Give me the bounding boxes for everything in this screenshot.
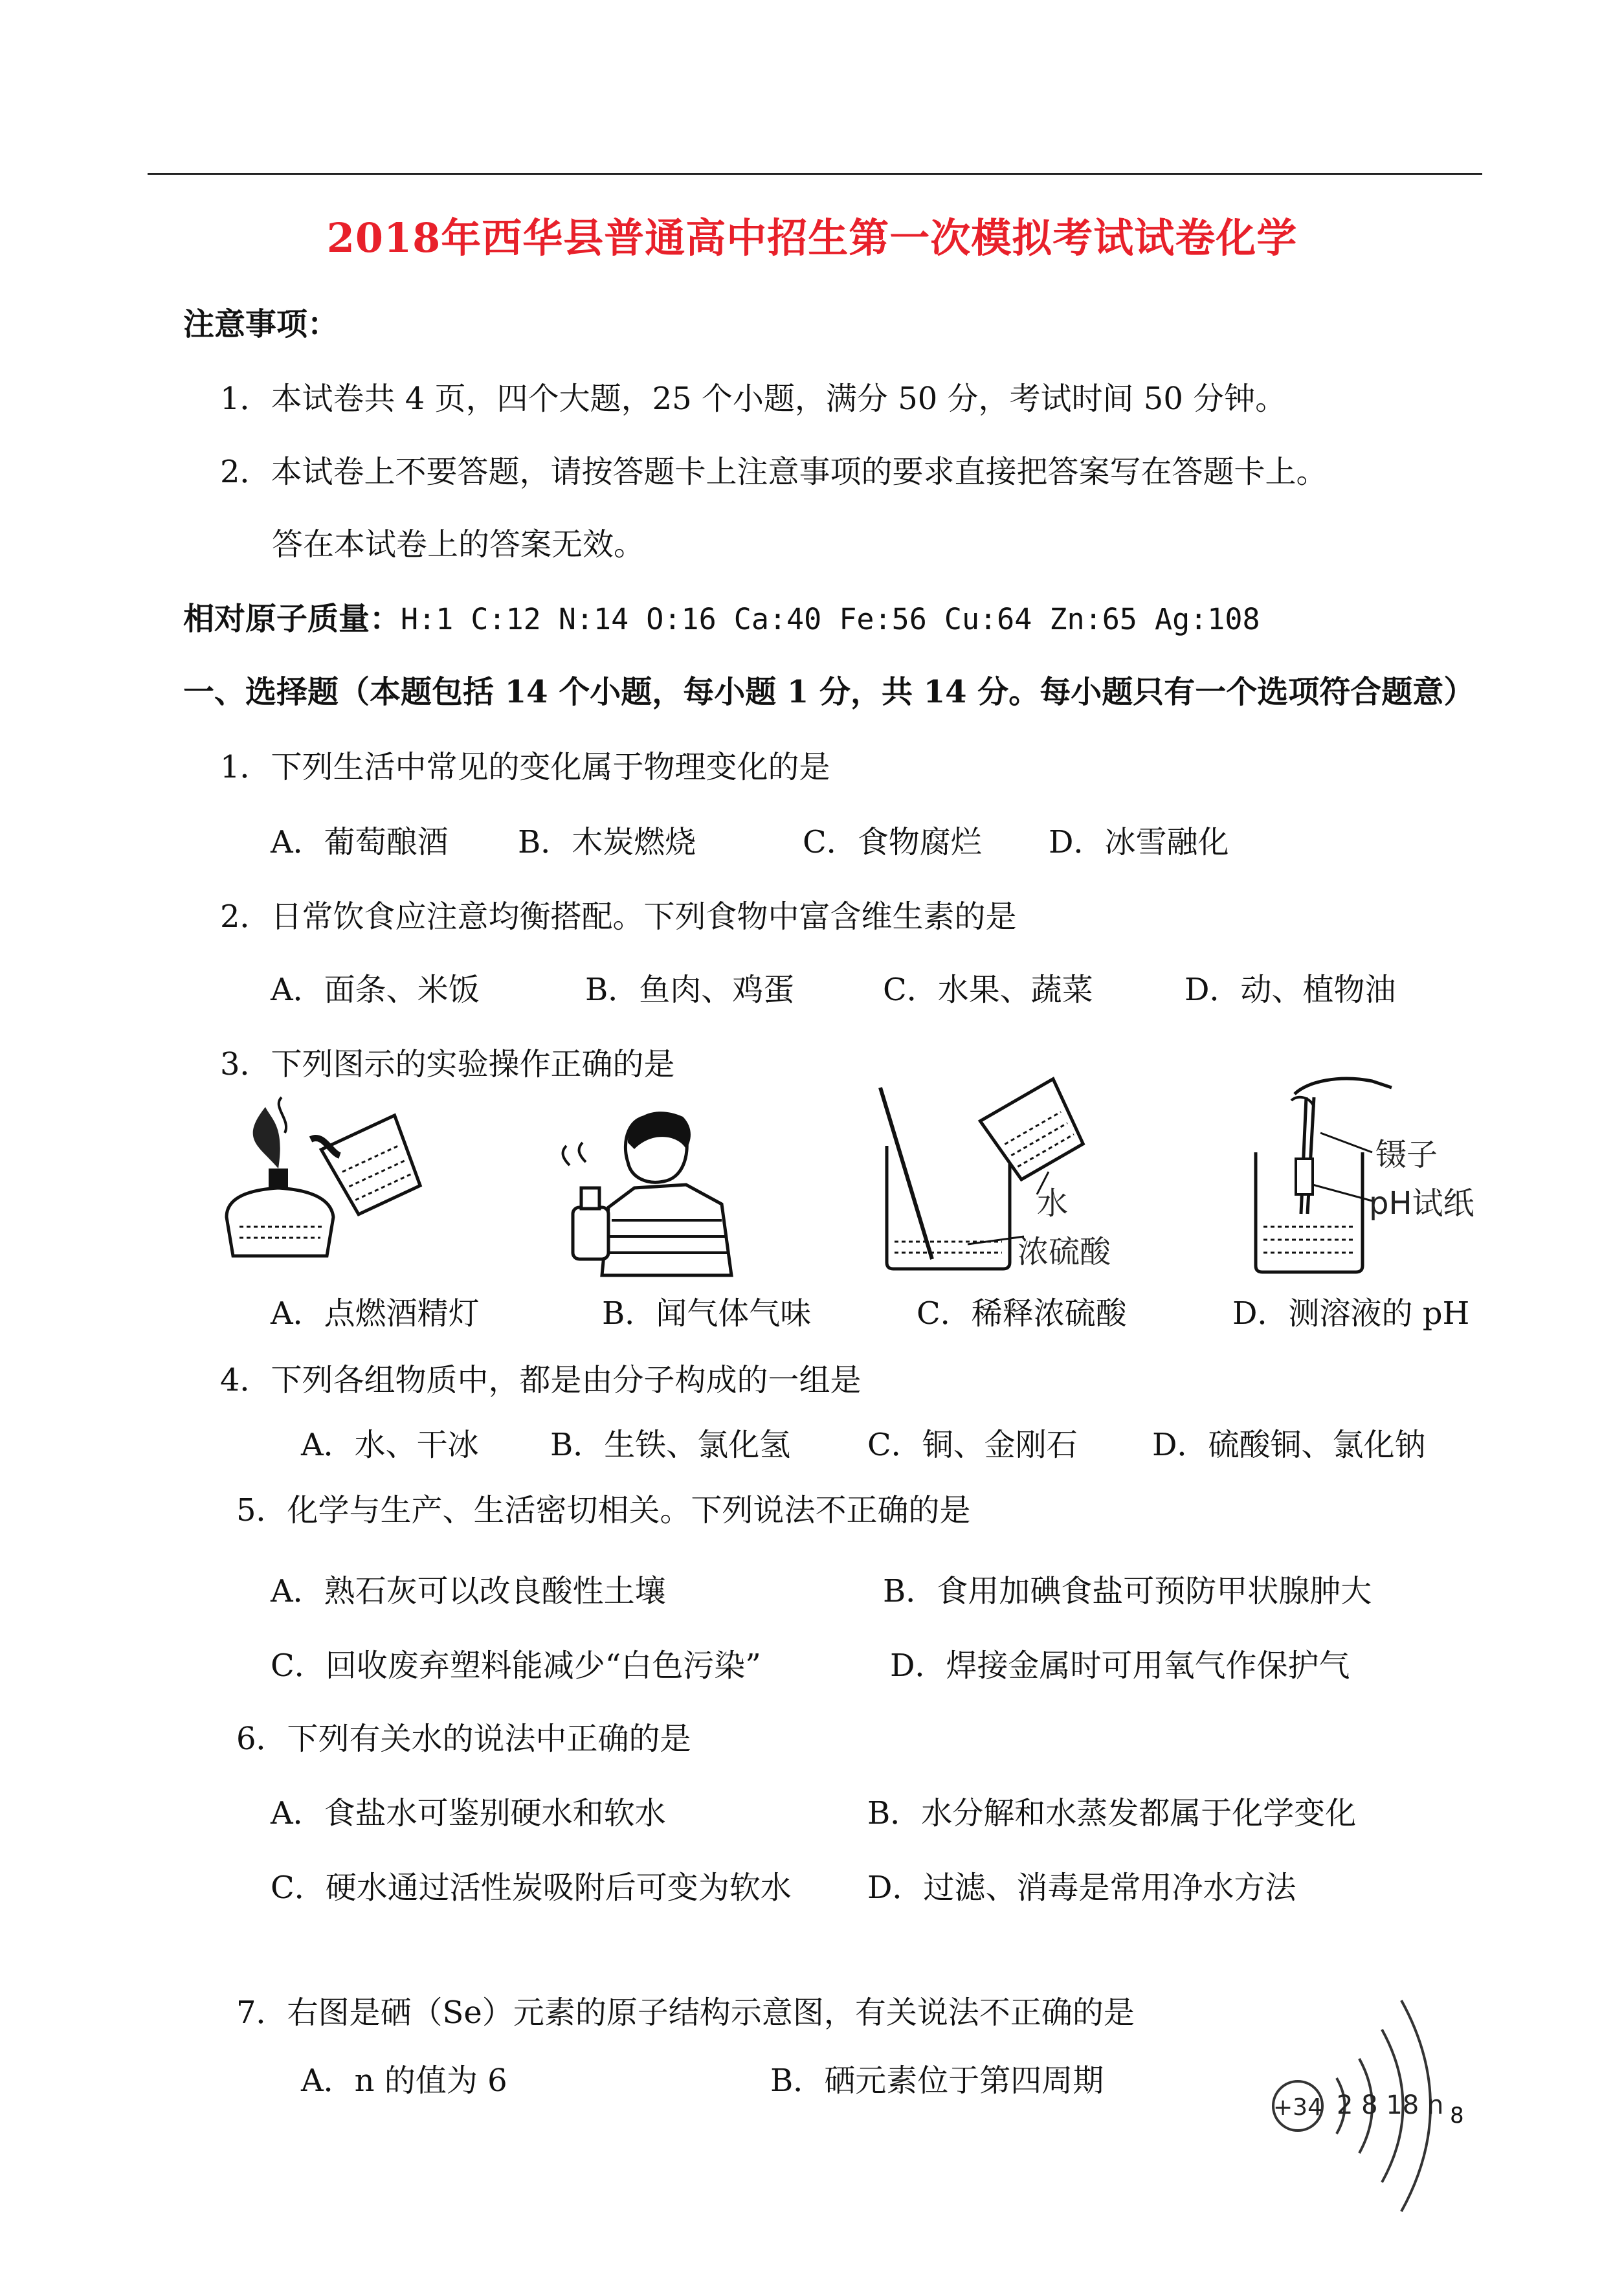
q5-stem: 5．化学与生产、生活密切相关。下列说法不正确的是 [236, 1492, 971, 1528]
q2-option-c: C．水果、蔬菜 [883, 972, 1093, 1008]
q3-option-b: B．闻气体气味 [602, 1295, 812, 1332]
atomic-mass-values: H:1 C:12 N:14 O:16 Ca:40 Fe:56 Cu:64 Zn:65 Ag:108 [401, 602, 1260, 636]
q1-stem: 1．下列生活中常见的变化属于物理变化的是 [220, 749, 830, 785]
q3-figure-c-dilute-acid [854, 1075, 1152, 1282]
q3-figure-a-alcohol-lamp [214, 1094, 421, 1275]
q1-option-a: A．葡萄酿酒 [271, 824, 449, 860]
q4-stem: 4．下列各组物质中，都是由分子构成的一组是 [220, 1362, 862, 1398]
q1-option-c: C．食物腐烂 [803, 824, 982, 860]
page-title: 2018年西华县普通高中招生第一次模拟考试试卷化学 [326, 214, 1298, 262]
q3-stem: 3．下列图示的实验操作正确的是 [220, 1046, 675, 1082]
q4-option-c: C．铜、金刚石 [867, 1427, 1078, 1463]
selenium-atom-structure-diagram [1262, 1991, 1469, 2250]
q3-option-d: D．测溶液的 pH [1232, 1295, 1470, 1332]
q5-option-d: D．焊接金属时可用氧气作保护气 [890, 1648, 1350, 1684]
q3-option-c: C．稀释浓硫酸 [917, 1295, 1127, 1332]
q3-figure-c-acid-label: 浓硫酸 [1018, 1234, 1111, 1270]
q2-option-a: A．面条、米饭 [271, 972, 480, 1008]
notes-item-2: 2．本试卷上不要答题，请按答题卡上注意事项的要求直接把答案写在答题卡上。 [220, 454, 1328, 490]
q7-stem: 7．右图是硒（Se）元素的原子结构示意图，有关说法不正确的是 [236, 1995, 1135, 2031]
q7-option-b: B．硒元素位于第四周期 [770, 2063, 1104, 2099]
q5-option-a: A．熟石灰可以改良酸性土壤 [271, 1573, 666, 1609]
page-number: 8 [1450, 2103, 1464, 2129]
q7-option-a: A．n 的值为 6 [301, 2063, 507, 2099]
q1-option-b: B．木炭燃烧 [518, 824, 696, 860]
q3-figure-c-water-label: 水 [1037, 1185, 1069, 1222]
q6-option-a: A．食盐水可鉴别硬水和软水 [271, 1795, 666, 1831]
q5-option-c: C．回收废弃塑料能减少“白色污染” [271, 1648, 761, 1684]
atom-nucleus-charge: +34 [1273, 2094, 1322, 2121]
electron-shell-counts: 2 8 18 n [1337, 2090, 1444, 2120]
q3-figure-d-ph-paper-label: pH试纸 [1369, 1185, 1474, 1222]
atomic-mass-line [183, 594, 1260, 638]
q2-option-d: D．动、植物油 [1185, 972, 1396, 1008]
q3-option-a: A．点燃酒精灯 [271, 1295, 480, 1332]
q6-option-b: B．水分解和水蒸发都属于化学变化 [867, 1795, 1357, 1831]
q2-option-b: B．鱼肉、鸡蛋 [585, 972, 795, 1008]
q3-figure-b-smelling-gas [557, 1091, 751, 1279]
q4-option-a: A．水、干冰 [301, 1427, 479, 1463]
notes-item-2-cont: 答在本试卷上的答案无效。 [272, 526, 645, 563]
section-1-heading: 一、选择题（本题包括 14 个小题，每小题 1 分，共 14 分。每小题只有一个选项符合题意） [183, 674, 1475, 710]
q1-option-d: D．冰雪融化 [1049, 824, 1229, 860]
q6-option-c: C．硬水通过活性炭吸附后可变为软水 [271, 1870, 792, 1906]
q2-stem: 2．日常饮食应注意均衡搭配。下列食物中富含维生素的是 [220, 899, 1017, 935]
notes-heading: 注意事项： [183, 306, 339, 342]
atomic-mass-label: 相对原子质量： [183, 601, 401, 637]
notes-item-1: 1．本试卷共 4 页，四个大题，25 个小题，满分 50 分，考试时间 50 分钟。 [220, 381, 1287, 417]
q5-option-b: B．食用加碘食盐可预防甲状腺肿大 [883, 1573, 1372, 1609]
q4-option-b: B．生铁、氯化氢 [550, 1427, 791, 1463]
header-rule [148, 173, 1482, 175]
q3-figure-d-tweezers-label: 镊子 [1375, 1137, 1438, 1173]
q4-option-d: D．硫酸铜、氯化钠 [1152, 1427, 1426, 1463]
q3-figure-d-measure-ph [1243, 1062, 1495, 1282]
q6-option-d: D．过滤、消毒是常用净水方法 [867, 1870, 1296, 1906]
q6-stem: 6．下列有关水的说法中正确的是 [236, 1721, 691, 1757]
